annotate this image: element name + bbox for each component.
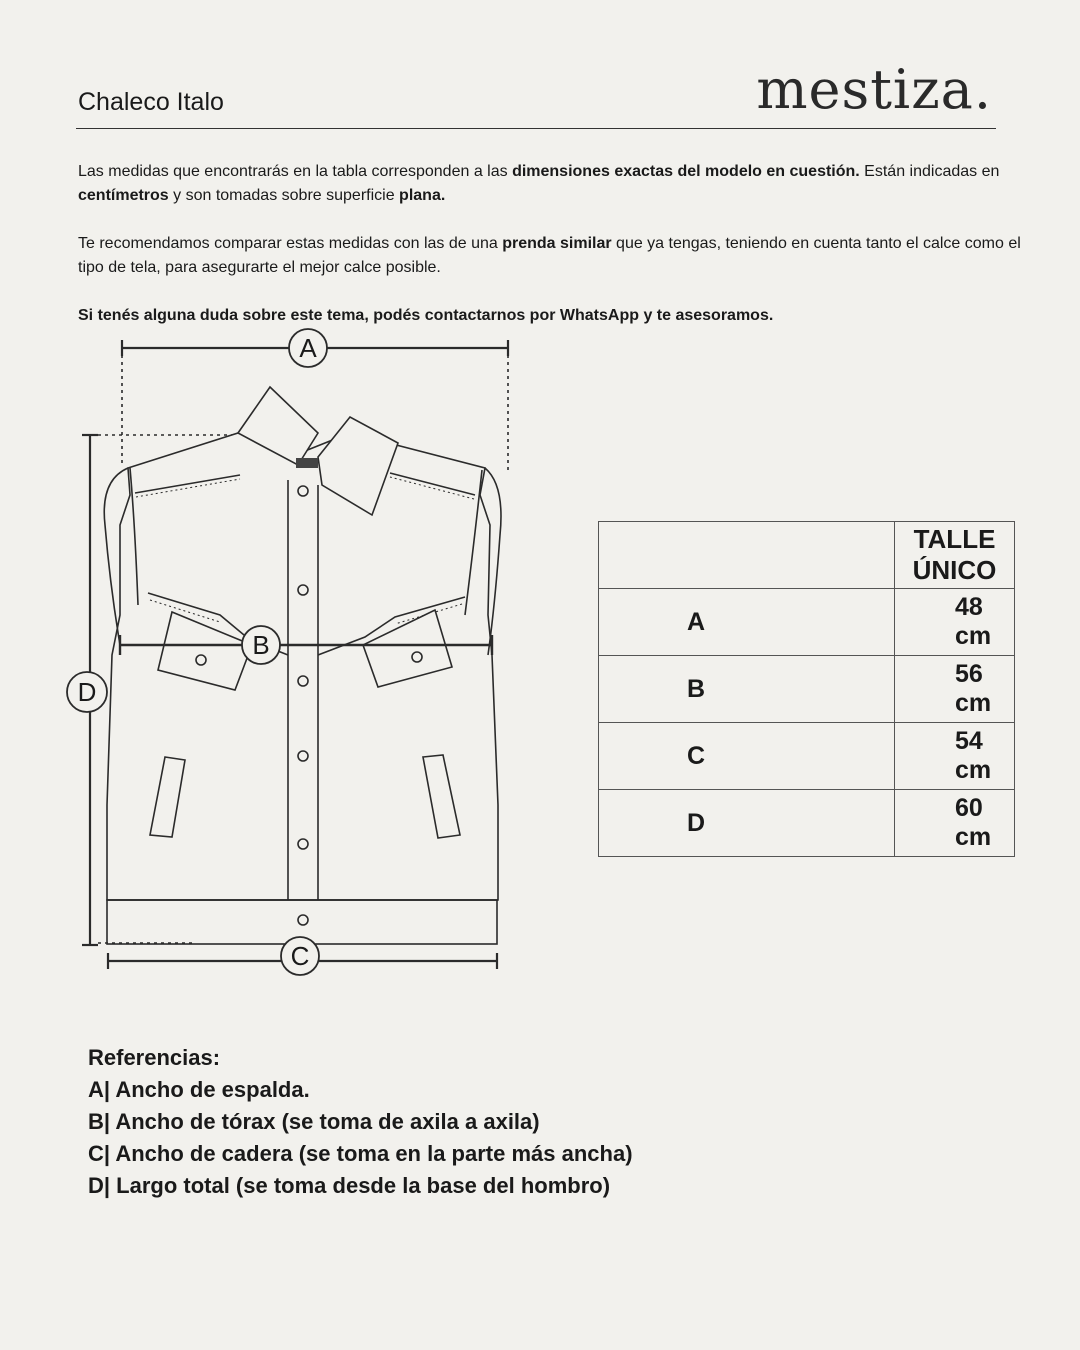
marker-a: A — [299, 333, 317, 363]
table-row — [599, 790, 1015, 857]
size-table — [598, 521, 1015, 857]
measure-label: C — [599, 723, 895, 790]
reference-item-c: C| Ancho de cadera (se toma en la parte más ancha) — [88, 1141, 633, 1166]
table-row — [599, 589, 1015, 656]
emphasis-text: Si tenés alguna duda sobre este tema, podés contactarnos por WhatsApp y te asesoramos. — [78, 307, 774, 324]
body-text: que ya tengas, teniendo en cuenta tanto el calce como el tipo de tela, para asegurarte el mejor calce posible. — [78, 235, 1021, 276]
body-text: Las medidas que encontrarás en la tabla corresponden a las — [78, 163, 513, 180]
reference-item-a: A| Ancho de espalda. — [88, 1077, 310, 1102]
measure-label: A — [599, 589, 895, 656]
reference-item-b: B| Ancho de tórax (se toma de axila a axila) — [88, 1109, 540, 1134]
size-table-header: TALLE ÚNICO — [895, 522, 1015, 589]
header-divider — [76, 128, 996, 129]
page-title: Chaleco Italo — [78, 88, 224, 116]
emphasis-text: plana. — [399, 187, 446, 204]
intro-paragraph-measures — [78, 160, 1028, 208]
measure-value: 48 cm — [895, 589, 1015, 656]
references-title: Referencias: — [88, 1045, 221, 1070]
measure-label: B — [599, 656, 895, 723]
measure-label: D — [599, 790, 895, 857]
size-table-header-row — [599, 522, 1015, 589]
marker-b: B — [252, 630, 270, 660]
table-row — [599, 656, 1015, 723]
references — [88, 1042, 633, 1202]
measure-value: 56 cm — [895, 656, 1015, 723]
marker-d: D — [77, 677, 97, 707]
marker-c: C — [290, 941, 310, 971]
vest-diagram — [60, 325, 530, 985]
emphasis-text: centímetros — [78, 187, 169, 204]
body-text: y son tomadas sobre superficie — [168, 187, 400, 204]
reference-item-d: D| Largo total (se toma desde la base del hombro) — [88, 1173, 611, 1198]
emphasis-text: prenda similar — [502, 235, 612, 252]
emphasis-text: dimensiones exactas del modelo en cuestión. — [512, 163, 860, 180]
brand-logo: mestiza. — [756, 58, 992, 121]
intro-text — [78, 160, 1028, 352]
intro-paragraph-recommendation — [78, 232, 1028, 280]
measure-value: 60 cm — [895, 790, 1015, 857]
size-table-corner — [599, 522, 895, 589]
measure-value: 54 cm — [895, 723, 1015, 790]
body-text: Están indicadas en — [859, 163, 1000, 180]
body-text: Te recomendamos comparar estas medidas con las de una — [78, 235, 503, 252]
table-row — [599, 723, 1015, 790]
